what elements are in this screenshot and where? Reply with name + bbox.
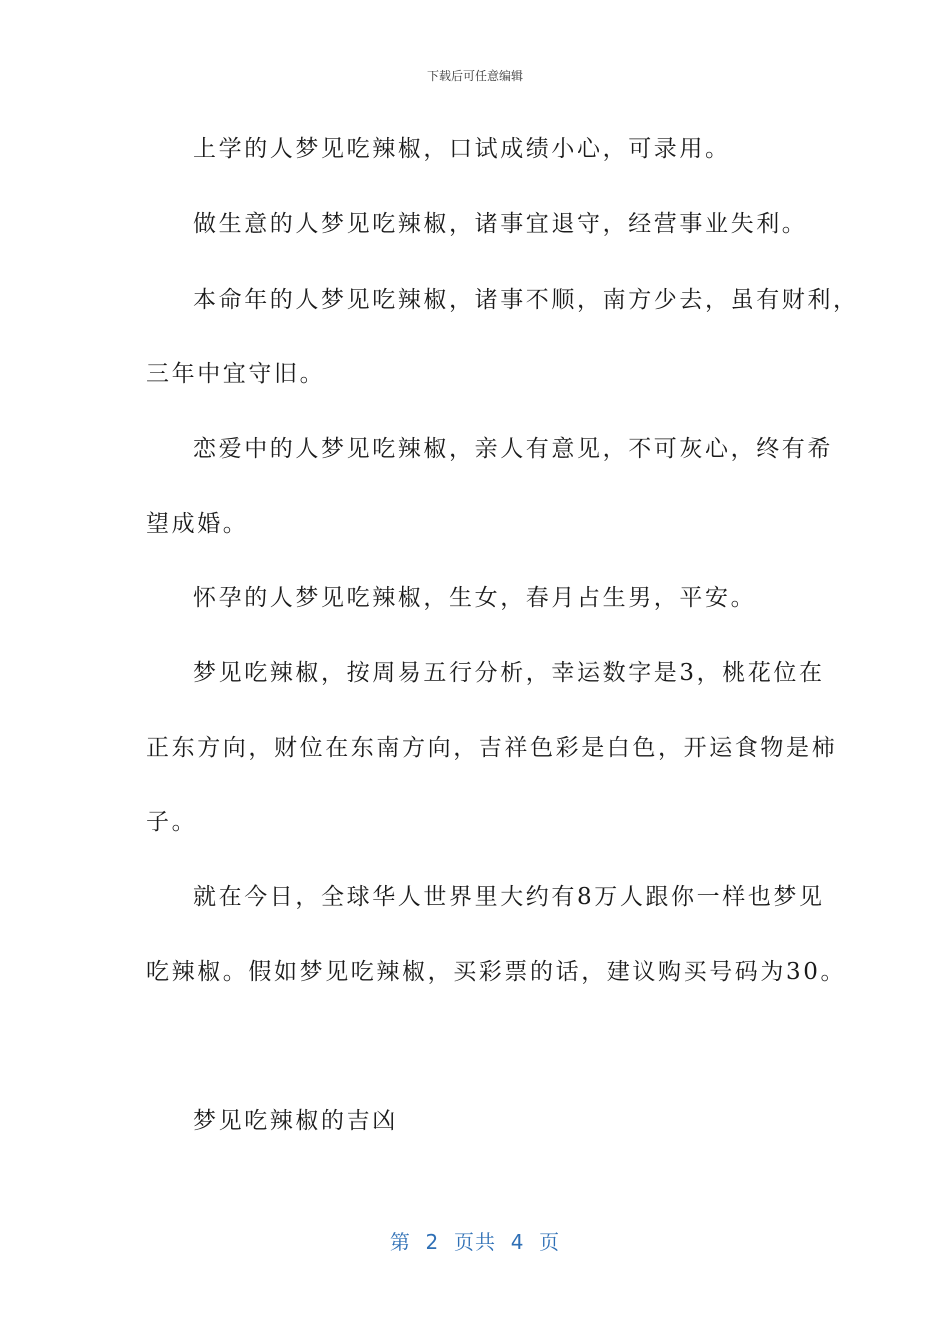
- section-heading: 梦见吃辣椒的吉凶: [193, 1108, 398, 1134]
- paragraph-line: 恋爱中的人梦见吃辣椒，亲人有意见，不可灰心，终有希: [193, 436, 833, 462]
- paragraph-line: 本命年的人梦见吃辣椒，诸事不顺，南方少去，虽有财利，: [193, 287, 859, 313]
- paragraph-line: 三年中宜守旧。: [146, 361, 326, 387]
- paragraph-line: 怀孕的人梦见吃辣椒，生女，春月占生男，平安。: [193, 585, 757, 611]
- paragraph-line: 上学的人梦见吃辣椒，口试成绩小心，可录用。: [193, 136, 731, 162]
- paragraph-line: 梦见吃辣椒，按周易五行分析，幸运数字是3，桃花位在: [193, 660, 825, 686]
- paragraph-line: 吃辣椒。假如梦见吃辣椒，买彩票的话，建议购买号码为30。: [146, 959, 847, 985]
- paragraph-line: 做生意的人梦见吃辣椒，诸事宜退守，经营事业失利。: [193, 211, 808, 237]
- page-header: 下载后可任意编辑: [426, 69, 523, 83]
- paragraph-line: 正东方向，财位在东南方向，吉祥色彩是白色，开运食物是柿: [146, 735, 838, 761]
- paragraph-line: 望成婚。: [146, 511, 249, 537]
- page-number-footer: 第 2 页共 4 页: [389, 1230, 561, 1254]
- paragraph-line: 就在今日，全球华人世界里大约有8万人跟你一样也梦见: [193, 884, 825, 910]
- paragraph-line: 子。: [146, 809, 198, 835]
